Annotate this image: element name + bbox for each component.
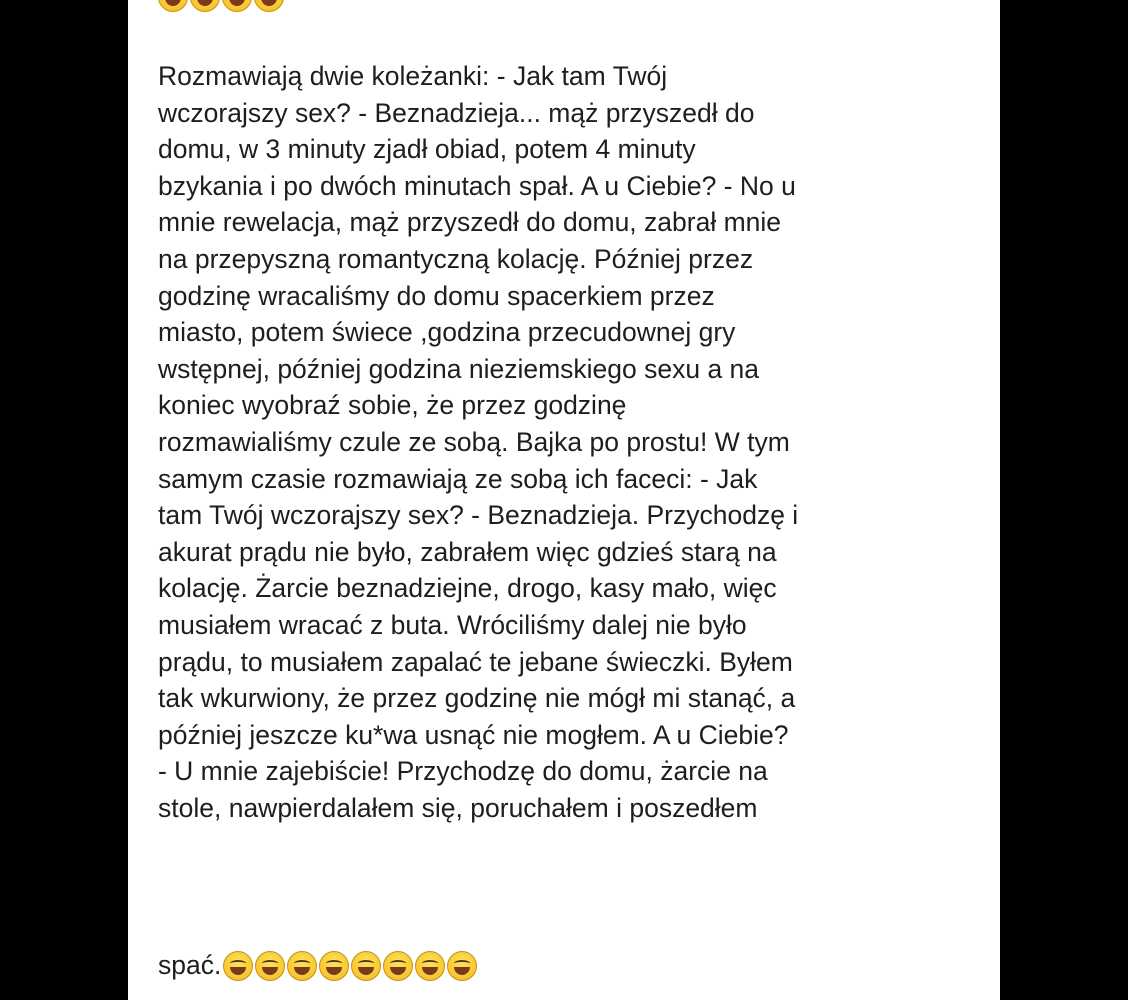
laughing-emoji-icon [415,951,445,981]
laughing-emoji-icon [383,951,413,981]
laughing-emoji-icon [190,0,220,12]
laughing-emoji-icon [254,0,284,12]
laughing-emoji-icon [223,951,253,981]
end-emoji-row [223,951,477,981]
top-emoji-row [158,0,284,12]
post-card [128,0,1000,1000]
post-last-word: spać. [158,950,222,980]
laughing-emoji-icon [255,951,285,981]
post-text: Rozmawiają dwie koleżanki: - Jak tam Twój wczorajszy sex? - Beznadzieja... mąż przyszedł do domu, w 3 minuty zjadł obiad, potem 4 minuty bzykania i po dwóch minutach spał. A u Ciebie? - No u mnie rewelacja, mąż przyszedł do domu, zabrał mnie na przepyszną romantyczną kolację. Później przez godzinę wracaliśmy do domu spacerkiem przez miasto, potem świece ,godzina przecudownej gry wstępnej, później godzina nieziemskiego sexu a na koniec wyobraź sobie, że przez godzinę rozmawialiśmy czule ze sobą. Bajka po prostu! W tym samym czasie rozmawiają ze sobą ich faceci: - Jak tam Twój wczorajszy sex? - Beznadzieja. Przychodzę i akurat prądu nie było, zabrałem więc gdzieś starą na kolację. Żarcie beznadziejne, drogo, kasy mało, więc musiałem wracać z buta. Wróciliśmy dalej nie było prądu, to musiałem zapalać te jebane świeczki. Byłem tak wkurwiony, że przez godzinę nie mógł mi stanąć, a później jeszcze ku*wa usnąć nie mogłem. A u Ciebie? - U mnie zajebiście! Przychodzę do domu, żarcie na stole, nawpierdalałem się, poruchałem i poszedłem [158,61,799,823]
laughing-emoji-icon [447,951,477,981]
laughing-emoji-icon [158,0,188,12]
laughing-emoji-icon [287,951,317,981]
laughing-emoji-icon [319,951,349,981]
laughing-emoji-icon [222,0,252,12]
laughing-emoji-icon [351,951,381,981]
post-last-line [158,950,477,981]
